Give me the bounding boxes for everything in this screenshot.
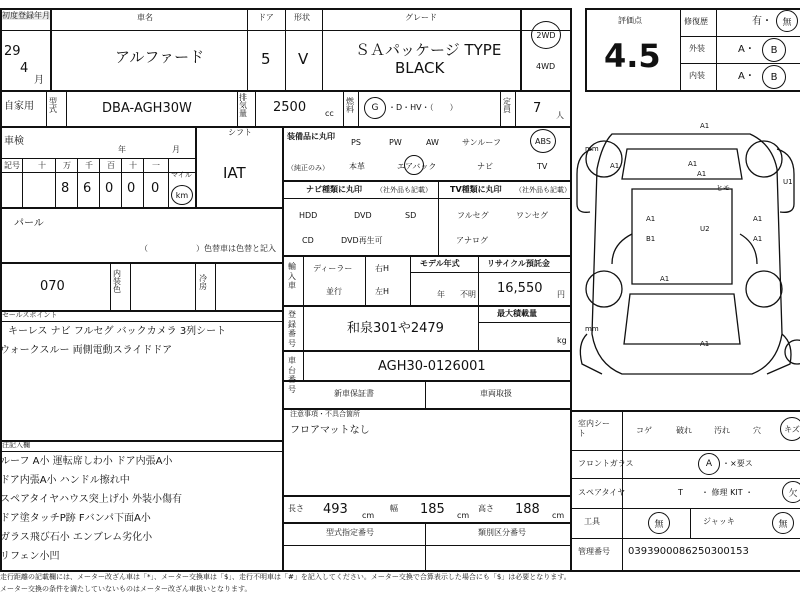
tv-type-label: TV種類に丸印 — [450, 185, 502, 194]
damage-label: A1 — [610, 162, 620, 170]
rule — [143, 158, 144, 207]
jack-none-circle: 無 — [772, 512, 794, 534]
shape: V — [298, 50, 309, 68]
equip-navi: ナビ — [477, 162, 493, 171]
rule — [255, 90, 256, 126]
rule — [690, 508, 691, 538]
capacity-unit: 人 — [556, 111, 564, 120]
windshield-label: フロントガラス — [578, 459, 634, 468]
reg-date-label: 初度登録年月 — [2, 11, 50, 20]
rule — [121, 158, 122, 207]
digit-header-ichi: 一 — [152, 161, 160, 170]
capacity-label: 定員 — [503, 97, 511, 114]
mileage-digit: 8 — [61, 181, 70, 196]
rule — [77, 158, 78, 207]
length-unit: cm — [362, 511, 375, 520]
damage-label: U2 — [700, 225, 710, 233]
rule — [130, 262, 131, 310]
width: 185 — [420, 502, 445, 517]
max-load-label: 最大積載量 — [497, 309, 537, 318]
windshield-options: ・×要ス — [722, 459, 753, 468]
note-line: ガラス飛び石小 エンブレム劣化小 — [0, 532, 153, 543]
import-label: 輸入車 — [288, 262, 296, 291]
note-line: スペアタイヤハウス突上げ小 外装小傷有 — [0, 494, 182, 505]
damage-label: B1 — [646, 235, 656, 243]
room-burn: コゲ — [636, 426, 652, 435]
fuel-g-circle: G — [364, 97, 386, 119]
car-name: アルファード — [115, 48, 205, 66]
inspection-year: 年 — [118, 145, 126, 154]
rule — [680, 36, 800, 37]
note-line: ドア内張A小 ハンドル擦れ中 — [0, 475, 130, 486]
rule — [680, 63, 800, 64]
mm-label: mm — [585, 145, 599, 153]
rule — [282, 305, 570, 307]
rule — [570, 478, 800, 479]
displacement-label: 排気量 — [239, 93, 247, 118]
car-name-label: 車名 — [137, 13, 153, 22]
shape-label: 形状 — [294, 13, 310, 22]
width-label: 幅 — [390, 504, 398, 513]
damage-label: A1 — [753, 235, 763, 243]
rule — [195, 126, 197, 207]
room-hole: 穴 — [753, 426, 761, 435]
damage-label: A1 — [660, 275, 670, 283]
rule — [343, 90, 344, 126]
digit-header-hyaku: 百 — [107, 161, 115, 170]
damage-label: U1 — [783, 178, 793, 186]
rule — [0, 451, 282, 452]
model-label: 型式 — [49, 97, 57, 114]
equip-tv: TV — [537, 162, 548, 171]
rule — [716, 8, 717, 90]
rule — [282, 350, 570, 352]
shift-label: シフト — [228, 128, 252, 137]
rule — [0, 172, 195, 173]
equip-aw: AW — [426, 138, 439, 147]
rule — [570, 508, 800, 509]
fuel-options: ・D・HV・（ ） — [388, 103, 458, 112]
rule — [303, 255, 304, 305]
rule — [282, 126, 284, 570]
length: 493 — [323, 502, 348, 517]
note-line: ルーフ A小 運転席しわ小 ドア内張A小 — [0, 456, 173, 467]
doors: 5 — [261, 50, 271, 68]
right-hand-drive: 右H — [375, 264, 390, 273]
digit-header-sen: 千 — [85, 161, 93, 170]
navi-hdd: HDD — [299, 211, 318, 220]
sales-points-1: キーレス ナビ フルセグ バックカメラ 3列シート — [8, 326, 227, 337]
damage-label: A1 — [688, 160, 698, 168]
exterior-a: A・ — [738, 44, 755, 55]
rule — [478, 322, 570, 323]
navi-dvd: DVD — [354, 211, 372, 220]
score-label: 評価点 — [618, 16, 642, 25]
navi-cd: CD — [302, 236, 314, 245]
capacity: 7 — [533, 101, 542, 116]
rule — [0, 440, 282, 442]
rule — [585, 8, 587, 90]
rule — [247, 8, 248, 90]
use-type: 自家用 — [4, 101, 34, 112]
rule — [570, 538, 800, 539]
plate-label: 登録番号 — [288, 310, 296, 348]
spare-tire-label: スペアタイヤ — [578, 488, 626, 497]
color-code: 070 — [40, 279, 65, 294]
equip-airbag: エアバック — [397, 162, 437, 171]
equip-label: 装備品に丸印 — [287, 132, 335, 141]
rule — [570, 450, 800, 451]
note-line: ドア塗タッチP跡 Fバンパ下面A小 — [0, 513, 151, 524]
rule — [282, 545, 570, 546]
rule — [282, 180, 570, 182]
color-note: （ ）色替車は色替と記入 — [140, 244, 276, 253]
rule — [585, 8, 800, 10]
rule — [215, 262, 216, 310]
model-year-unit: 年 — [437, 290, 445, 299]
rule — [22, 158, 23, 207]
rule — [282, 380, 570, 382]
rule — [46, 90, 47, 126]
model-year-unknown: 不明 — [460, 290, 476, 299]
interior-b-circle: B — [762, 65, 786, 89]
rule — [322, 8, 323, 90]
mileage-digit: 0 — [105, 181, 114, 196]
chassis-number: AGH30-0126001 — [378, 359, 486, 374]
rule — [195, 262, 196, 310]
drive-4wd: 4WD — [536, 62, 556, 71]
grade-line2: BLACK — [395, 59, 445, 77]
rule — [55, 158, 56, 207]
tv-type-sub: （社外品も記載） — [515, 186, 571, 194]
rule — [520, 8, 522, 90]
reg-month: 4 — [20, 61, 29, 76]
chassis-label: 車台番号 — [288, 356, 296, 394]
car-diagram — [572, 94, 800, 406]
note-line: リフェン小凹 — [0, 551, 60, 562]
rule — [237, 90, 238, 126]
airbag-circle — [404, 155, 424, 175]
exterior-b-circle: B — [762, 38, 786, 62]
color: パール — [14, 218, 44, 229]
inspection-month: 月 — [172, 145, 180, 154]
repair-label: 修復歴 — [684, 17, 708, 26]
footer-note-2: メーター交換の条件を満たしていないものはメーター改ざん車扱いとなります。 — [0, 585, 252, 593]
mile-label: マイル — [171, 171, 192, 179]
rule — [282, 255, 570, 257]
rule — [282, 198, 570, 199]
height-unit: cm — [552, 511, 565, 520]
rule — [680, 8, 681, 90]
room-tear: 破れ — [676, 426, 692, 435]
navi-sd: SD — [405, 211, 417, 220]
navi-type-label: ナビ種類に丸印 — [306, 185, 362, 194]
spare-none-circle: 欠 — [782, 481, 800, 503]
rule — [425, 380, 426, 408]
rule — [410, 255, 411, 305]
damage-label: A1 — [700, 122, 710, 130]
repair-yes: 有・ — [752, 16, 772, 27]
damage-label: A1 — [646, 215, 656, 223]
class-number-label: 類別区分番号 — [478, 528, 526, 537]
shift: IAT — [223, 164, 246, 182]
digit-header-10man: 十 — [38, 161, 46, 170]
recycle-label: リサイクル預託金 — [487, 259, 550, 268]
jack-label: ジャッキ — [703, 517, 735, 526]
rule — [410, 272, 570, 273]
rule — [478, 255, 479, 350]
grade-label: グレード — [405, 13, 437, 22]
equip-leather: 本革 — [349, 162, 365, 171]
rule — [0, 321, 282, 322]
rule — [515, 90, 516, 126]
rule — [50, 8, 52, 90]
rule — [0, 158, 195, 159]
rule — [110, 262, 111, 310]
equip-abs-circle: ABS — [530, 129, 556, 153]
km-circle: km — [171, 185, 193, 205]
equip-sunroof: サンルーフ — [462, 138, 501, 147]
type-designation-label: 型式指定番号 — [326, 528, 374, 537]
door-label: ドア — [258, 13, 274, 22]
equip-ps: PS — [351, 138, 361, 147]
sales-points-label: セールスポイント — [2, 311, 58, 319]
tv-fullseg: フルセグ — [457, 211, 489, 220]
rule — [425, 522, 426, 570]
damage-label: A1 — [697, 170, 707, 178]
rule — [500, 90, 501, 126]
interior-label: 内装 — [689, 71, 705, 80]
max-load-unit: kg — [557, 336, 567, 345]
length-label: 長さ — [288, 504, 304, 513]
rule — [303, 305, 304, 380]
new-car-warranty: 新車保証書 — [334, 389, 374, 398]
height-label: 高さ — [478, 504, 494, 513]
equip-pw: PW — [389, 138, 402, 147]
score: 4.5 — [604, 37, 661, 75]
rule — [168, 158, 169, 207]
navi-dvd-playable: DVD再生可 — [341, 236, 383, 245]
footer-note-1: 走行距離の記載欄には、メーター改ざん車は「*」、メーター交換車は「$」、走行不明車は「#」を記入してください。メーター交換で合算表示した場合にも「$」は必要となります。 — [0, 573, 571, 581]
rule — [570, 410, 800, 412]
fuel-label: 燃料 — [346, 97, 354, 114]
recycle-unit: 円 — [557, 290, 565, 299]
mileage-symbol-label: 記号 — [4, 161, 20, 170]
tools-label: 工具 — [584, 517, 600, 526]
rule — [99, 158, 100, 207]
room-dirt: 汚れ — [714, 426, 730, 435]
damage-label: A1 — [700, 340, 710, 348]
left-hand-drive: 左H — [375, 287, 390, 296]
navi-type-sub: （社外品も記載） — [376, 186, 432, 194]
plate: 和泉301や2479 — [347, 321, 444, 336]
inspection-label: 車検 — [4, 136, 24, 147]
rule — [585, 90, 800, 92]
rule — [365, 255, 366, 305]
exterior-label: 外装 — [689, 44, 705, 53]
caution-text: フロアマットなし — [290, 425, 370, 436]
mileage-digit: 6 — [83, 181, 92, 196]
repair-none-circle: 無 — [776, 10, 798, 32]
rule — [0, 570, 800, 572]
drive-2wd-circle: 2WD — [531, 21, 561, 49]
digit-header-juu: 十 — [129, 161, 137, 170]
rule — [282, 522, 570, 524]
height: 188 — [515, 502, 540, 517]
import-dealer: ディーラー — [313, 264, 353, 273]
mm-label: mm — [585, 325, 599, 333]
room-seat-label: 室内シート — [578, 419, 610, 438]
digit-header-man: 万 — [63, 161, 71, 170]
rule — [358, 90, 359, 126]
mileage-digit: 0 — [151, 181, 160, 196]
reg-year: 29 — [4, 44, 21, 59]
notes-label: 注記入欄 — [2, 441, 30, 449]
rule — [0, 90, 570, 92]
rule — [282, 495, 570, 497]
rule — [438, 180, 439, 255]
spare-repair-kit: ・ 修理 KIT ・ — [701, 488, 754, 497]
caution-label: 注意事項・不具合箇所 — [290, 410, 360, 418]
displacement: 2500 — [273, 100, 307, 115]
import-parallel: 並行 — [326, 287, 342, 296]
vehicle-manual: 車両取扱 — [480, 389, 512, 398]
rule — [0, 126, 570, 128]
model: DBA-AGH30W — [102, 101, 192, 116]
cc-unit: cc — [325, 109, 334, 118]
width-unit: cm — [457, 511, 470, 520]
equip-sub: （純正のみ） — [287, 164, 329, 172]
management-number-label: 管理番号 — [578, 547, 610, 556]
mileage-digit: 0 — [127, 181, 136, 196]
rule — [0, 262, 282, 264]
ac-label: 冷房 — [199, 274, 207, 291]
rule — [0, 207, 282, 209]
management-number: 0393900086250300153 — [628, 546, 749, 557]
sales-points-2: ウォークスルー 両側電動スライドドア — [0, 345, 173, 356]
grade-line1: ＳＡパッケージ TYPE — [355, 41, 502, 59]
damage-label: ヒモ — [716, 184, 730, 192]
tv-oneseg: ワンセグ — [516, 211, 548, 220]
interior-color-label: 内装色 — [113, 269, 121, 294]
recycle-fee: 16,550 — [497, 281, 543, 296]
spare-t: T — [678, 488, 683, 497]
tv-analog: アナログ — [456, 236, 488, 245]
rule — [66, 90, 67, 126]
rule — [285, 8, 286, 90]
interior-a: A・ — [738, 71, 755, 82]
damage-label: A1 — [753, 215, 763, 223]
model-year-label: モデル年式 — [420, 259, 460, 268]
month-unit: 月 — [34, 75, 44, 86]
tools-none-circle: 無 — [648, 512, 670, 534]
room-scratch-circle: キズ — [780, 417, 800, 441]
windshield-a-circle: A — [698, 453, 720, 475]
